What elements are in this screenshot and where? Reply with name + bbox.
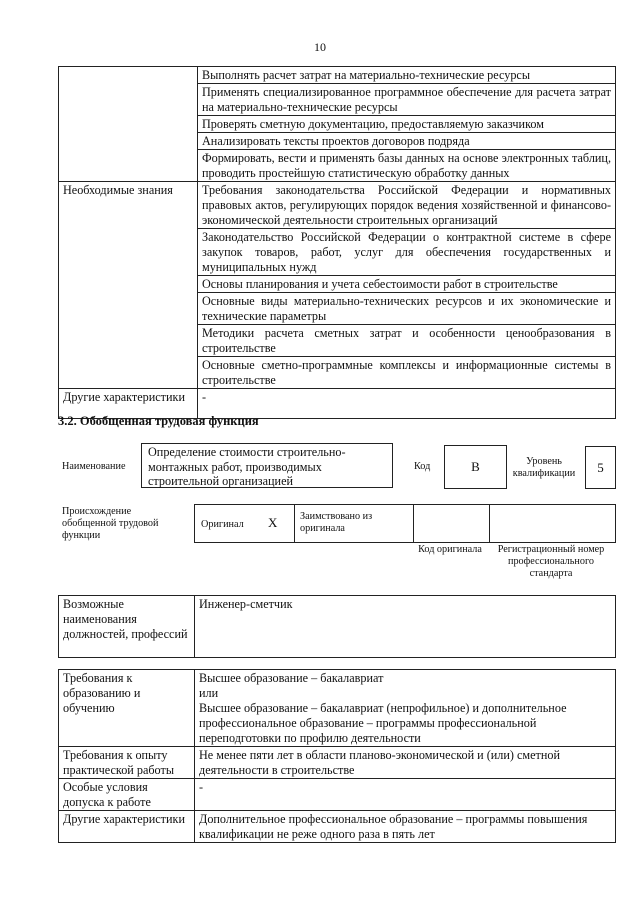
- positions-value: Инженер-сметчик: [195, 596, 616, 658]
- knowledge-item: Законодательство Российской Федерации о контрактной системе в сфере закупок товаров, работ, услуг для обеспечения государственных и муниципальных нужд: [198, 229, 616, 276]
- requirements-table: [58, 669, 616, 843]
- skills-knowledge-table: [58, 66, 616, 419]
- admission-value: -: [195, 779, 616, 811]
- knowledge-item: Основы планирования и учета себестоимости работ в строительстве: [198, 276, 616, 293]
- skill-item: Анализировать тексты проектов договоров подряда: [198, 133, 616, 150]
- section-title: 3.2. Обобщенная трудовая функция: [58, 414, 259, 428]
- divider: [489, 505, 490, 542]
- education-label: Требования к образованию и обучению: [59, 670, 195, 747]
- row-label-other: Другие характеристики: [59, 389, 198, 419]
- other-value: -: [198, 389, 616, 419]
- name-label: Наименование: [62, 461, 126, 472]
- knowledge-item: Требования законодательства Российской Федерации и нормативных правовых актов, регулирующих порядок ведения хозяйственной и финансово-экономической деятельности строительных организаций: [198, 182, 616, 229]
- divider: [294, 505, 295, 542]
- skill-item: Применять специализированное программное обеспечение для расчета затрат на материально-технические ресурсы: [198, 84, 616, 116]
- reg-number-caption: Регистрационный номер профессионального стандарта: [497, 544, 605, 579]
- admission-label: Особые условия допуска к работе: [59, 779, 195, 811]
- skill-item: Проверять сметную документацию, предоставляемую заказчиком: [198, 116, 616, 133]
- education-value: [195, 670, 616, 747]
- knowledge-item: Основные виды материально-технических ресурсов и их экономические и технические параметры: [198, 293, 616, 325]
- page-number: 10: [314, 40, 326, 54]
- origin-label: Происхождение обобщенной трудовой функции: [62, 506, 159, 541]
- education-line: или: [199, 686, 219, 700]
- code-value: B: [444, 445, 507, 489]
- positions-label: Возможные наименования должностей, профессий: [59, 596, 195, 658]
- borrowed-label: Заимствовано из оригинала: [300, 511, 373, 534]
- skill-item: Формировать, вести и применять базы данных на основе электронных таблиц, проводить простейшую статистическую обработку данных: [198, 150, 616, 182]
- function-name-value: Определение стоимости строительно-монтажных работ, производимых строительной организацией: [141, 443, 393, 488]
- positions-table: [58, 595, 616, 658]
- experience-value: Не менее пяти лет в области планово-экономической и (или) сметной деятельности в строительстве: [195, 747, 616, 779]
- other-characteristics-label: Другие характеристики: [59, 811, 195, 843]
- origin-boxes: [194, 504, 616, 543]
- experience-label: Требования к опыту практической работы: [59, 747, 195, 779]
- skill-item: Выполнять расчет затрат на материально-технические ресурсы: [198, 67, 616, 84]
- education-line: Высшее образование – бакалавриат: [199, 671, 384, 685]
- level-value: 5: [585, 446, 616, 489]
- level-label: Уровень квалификации: [512, 456, 576, 479]
- other-characteristics-value: Дополнительное профессиональное образование – программы повышения квалификации не реже одного раза в пять лет: [195, 811, 616, 843]
- knowledge-item: Методики расчета сметных затрат и особенности ценообразования в строительстве: [198, 325, 616, 357]
- code-label: Код: [414, 461, 431, 472]
- original-label: Оригинал: [201, 519, 244, 530]
- code-caption: Код оригинала: [418, 544, 482, 555]
- education-line: Высшее образование – бакалавриат (непрофильное) и дополнительное профессиональное образование – программы профессиональной переподготовки по профилю деятельности: [199, 701, 567, 745]
- row-label-knowledge: Необходимые знания: [59, 182, 198, 389]
- knowledge-item: Основные сметно-программные комплексы и информационные системы в строительстве: [198, 357, 616, 389]
- row-label-skills: [59, 67, 198, 182]
- original-mark: X: [268, 515, 278, 530]
- divider: [413, 505, 414, 542]
